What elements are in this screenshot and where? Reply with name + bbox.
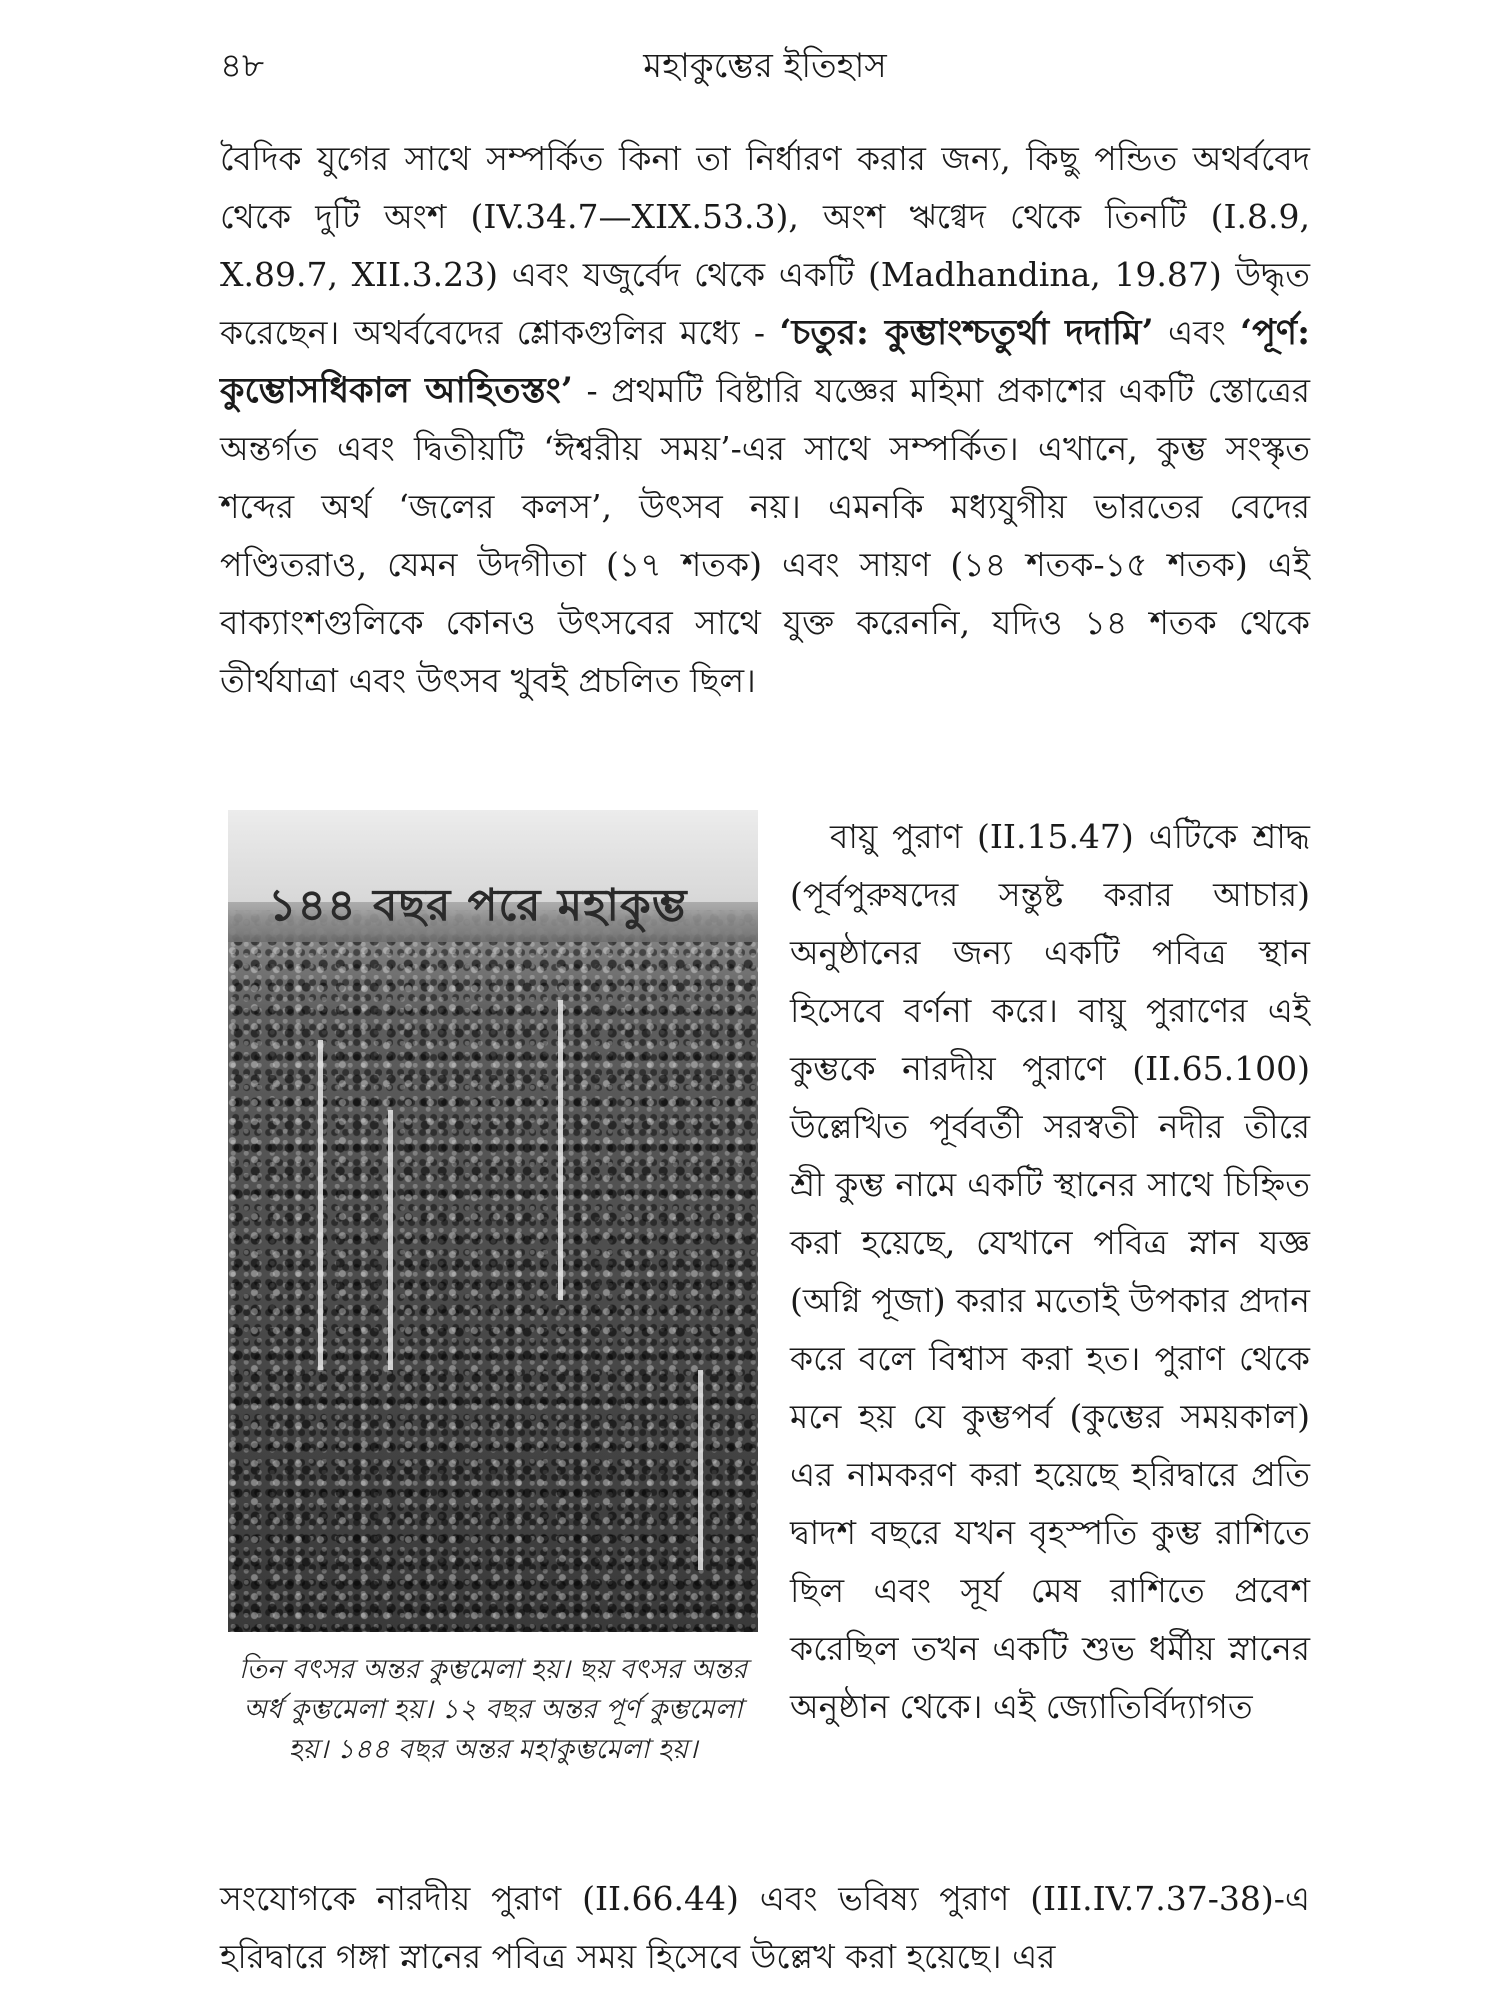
page-number: ৪৮	[220, 46, 265, 86]
quote-2: ‘পূর্ণ: কুম্ভোসধিকাল আহিতস্তং’	[220, 312, 1310, 411]
photo-pole	[388, 1110, 393, 1370]
paragraph-1-part-b: এবং	[1153, 313, 1240, 352]
figure-caption: তিন বৎসর অন্তর কুম্ভমেলা হয়। ছয় বৎসর অন্তর অর্ধ কুম্ভমেলা হয়। ১২ বছর অন্তর পূর্ণ কুম্ভমেলা হয়। ১৪৪ বছর অন্তর মহাকুম্ভমেলা হয়।	[238, 1654, 748, 1765]
paragraph-2: বায়ু পুরাণ (II.15.47) এটিকে শ্রাদ্ধ (পূর্বপুরুষদের সন্তুষ্ট করার আচার) অনুষ্ঠানের জন্য একটি পবিত্র স্থান হিসেবে বর্ণনা করে। বায়ু পুরাণের এই কুম্ভকে নারদীয় পুরাণে (II.65.100) উল্লেখিত পূর্ববর্তী সরস্বতী নদীর তীরে শ্রী কুম্ভ নামে একটি স্থানের সাথে চিহ্নিত করা হয়েছে, যেখানে পবিত্র স্নান যজ্ঞ (অগ্নি পূজা) করার মতোই উপকার প্রদান করে বলে বিশ্বাস করা হত। পুরাণ থেকে মনে হয় যে কুম্ভপর্ব (কুম্ভের সময়কাল) এর নামকরণ করা হয়েছে হরিদ্বারে প্রতি দ্বাদশ বছরে যখন বৃহস্পতি কুম্ভ রাশিতে ছিল এবং সূর্য মেষ রাশিতে প্রবেশ করেছিল তখন একটি শুভ ধর্মীয় স্নানের অনুষ্ঠান থেকে। এই জ্যোতির্বিদ্যাগত	[790, 817, 1310, 1726]
photo-pole	[558, 1000, 563, 1300]
paragraph-1	[220, 130, 1310, 710]
figure	[228, 810, 758, 1770]
paragraph-3: সংযোগকে নারদীয় পুরাণ (II.66.44) এবং ভবিষ্য পুরাণ (III.IV.7.37-38)-এ হরিদ্বারে গঙ্গা স্নানের পবিত্র সময় হিসেবে উল্লেখ করা হয়েছে। এর	[220, 1879, 1310, 1976]
crowd-photo	[228, 810, 758, 1632]
photo-pole	[698, 1370, 703, 1570]
photo-pole	[318, 1040, 323, 1370]
quote-1: ‘চতুর: কুম্ভাংশ্চতুর্থা দদামি’	[779, 312, 1154, 353]
page-header	[220, 40, 1310, 100]
paragraph-1-part-a: বৈদিক যুগের সাথে সম্পর্কিত কিনা তা নির্ধারণ করার জন্য, কিছু পন্ডিত অথর্ববেদ থেকে দুটি অংশ (IV.34.7—XIX.53.3), অংশ ঋগ্বেদ থেকে তিনটি (I.8.9, X.89.7, XII.3.23) এবং যজুর্বেদ থেকে একটি (Madhandina, 19.87) উদ্ধৃত করেছেন। অথর্ববেদের শ্লোকগুলির মধ্যে -	[220, 139, 1310, 352]
running-title: মহাকুম্ভের ইতিহাস	[643, 46, 887, 86]
photo-title: ১৪৪ বছর পরে মহাকুম্ভ	[268, 880, 688, 931]
paragraph-1-part-c: - প্রথমটি বিষ্টারি যজ্ঞের মহিমা প্রকাশের একটি স্তোত্রের অন্তর্গত এবং দ্বিতীয়টি ‘ঈশ্বরীয় সময়’-এর সাথে সম্পর্কিত। এখানে, কুম্ভ সংস্কৃত শব্দের অর্থ ‘জলের কলস’, উৎসব নয়। এমনকি মধ্যযুগীয় ভারতের বেদের পণ্ডিতরাও, যেমন উদগীতা (১৭ শতক) এবং সায়ণ (১৪ শতক-১৫ শতক) এই বাক্যাংশগুলিকে কোনও উৎসবের সাথে যুক্ত করেননি, যদিও ১৪ শতক থেকে তীর্থযাত্রা এবং উৎসব খুবই প্রচলিত ছিল।	[220, 371, 1310, 700]
